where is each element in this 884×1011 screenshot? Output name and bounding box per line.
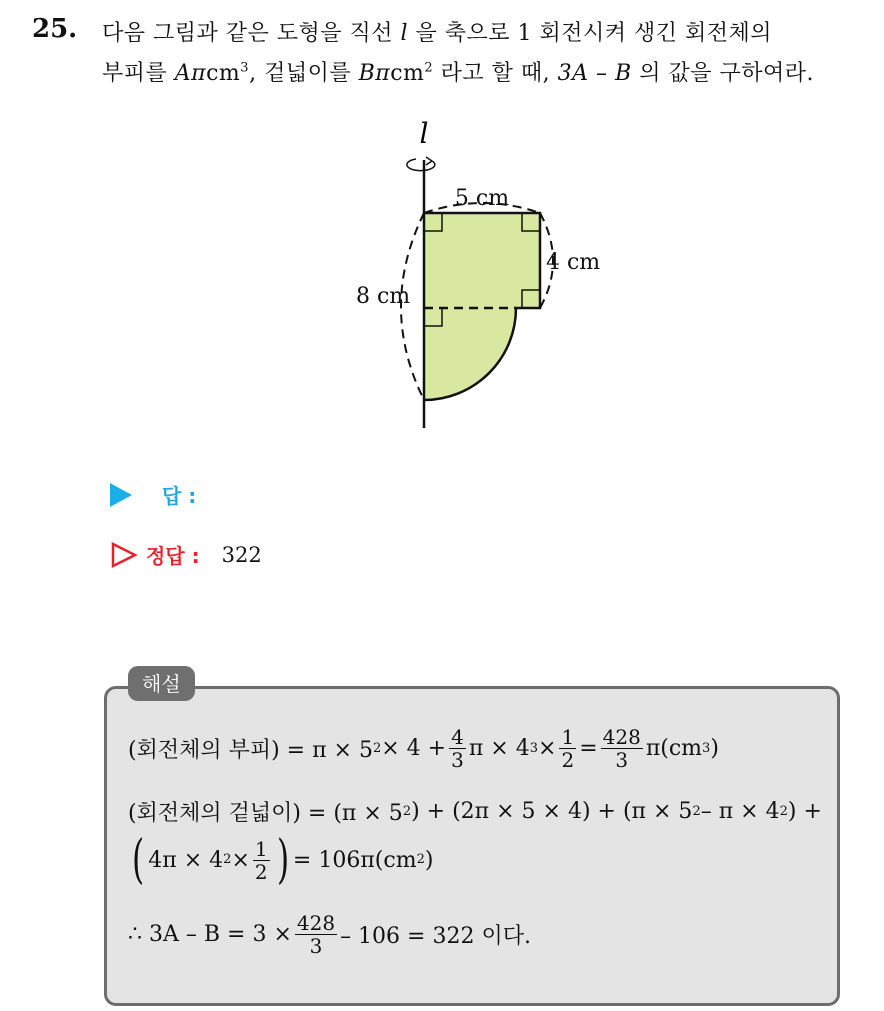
answer-label: 답 :: [162, 484, 197, 508]
left-dimension-label: 8 cm: [356, 284, 411, 309]
question-line-2: 부피를 Aπcm$^3$, 겉넓이를 Bπcm$^2$ 라고 할 때, 3A – B 의 값을 구하여라.: [102, 60, 814, 86]
question-number: 25.: [32, 14, 78, 44]
solution-line-area-cont: ( 4π × 4 2 × $\frac{1}{2}$ ) = 106π(cm 2 ): [132, 830, 434, 890]
question-line-1: 다음 그림과 같은 도형을 직선 l 을 축으로 1 회전시켜 생긴 회전체의: [102, 21, 773, 46]
axis-label: l: [419, 117, 429, 150]
correct-answer-row: [110, 540, 262, 569]
solution-tag: 해설: [128, 666, 195, 701]
rotation-figure: [340, 115, 620, 435]
right-dimension-label: 4 cm: [546, 250, 601, 275]
solution-line-area: (회전체의 겉넓이) = (π × 5 2 ) + (2π × 5 × 4) + (π × 5 2 – π × 4 2 ) +: [128, 799, 822, 826]
answer-row: [110, 480, 196, 509]
solution-line-result: ∴ 3A – B = 3 × $\frac{428}{3}$ – 106 = 322 이다.: [128, 911, 531, 958]
outline-triangle-icon: [110, 542, 138, 568]
correct-answer-label: 정답 :: [146, 544, 200, 568]
solution-line-volume: (회전체의 부피) = π × 5 2 × 4 + $\frac{4}{3}$ π × 4 3 × $\frac{1}{2}$ = $\frac{428}{3}$ π(cm 3 ): [128, 725, 719, 772]
top-dimension-label: 5 cm: [454, 186, 510, 211]
play-triangle-icon: [110, 483, 132, 507]
correct-answer-value: 322: [221, 542, 262, 567]
